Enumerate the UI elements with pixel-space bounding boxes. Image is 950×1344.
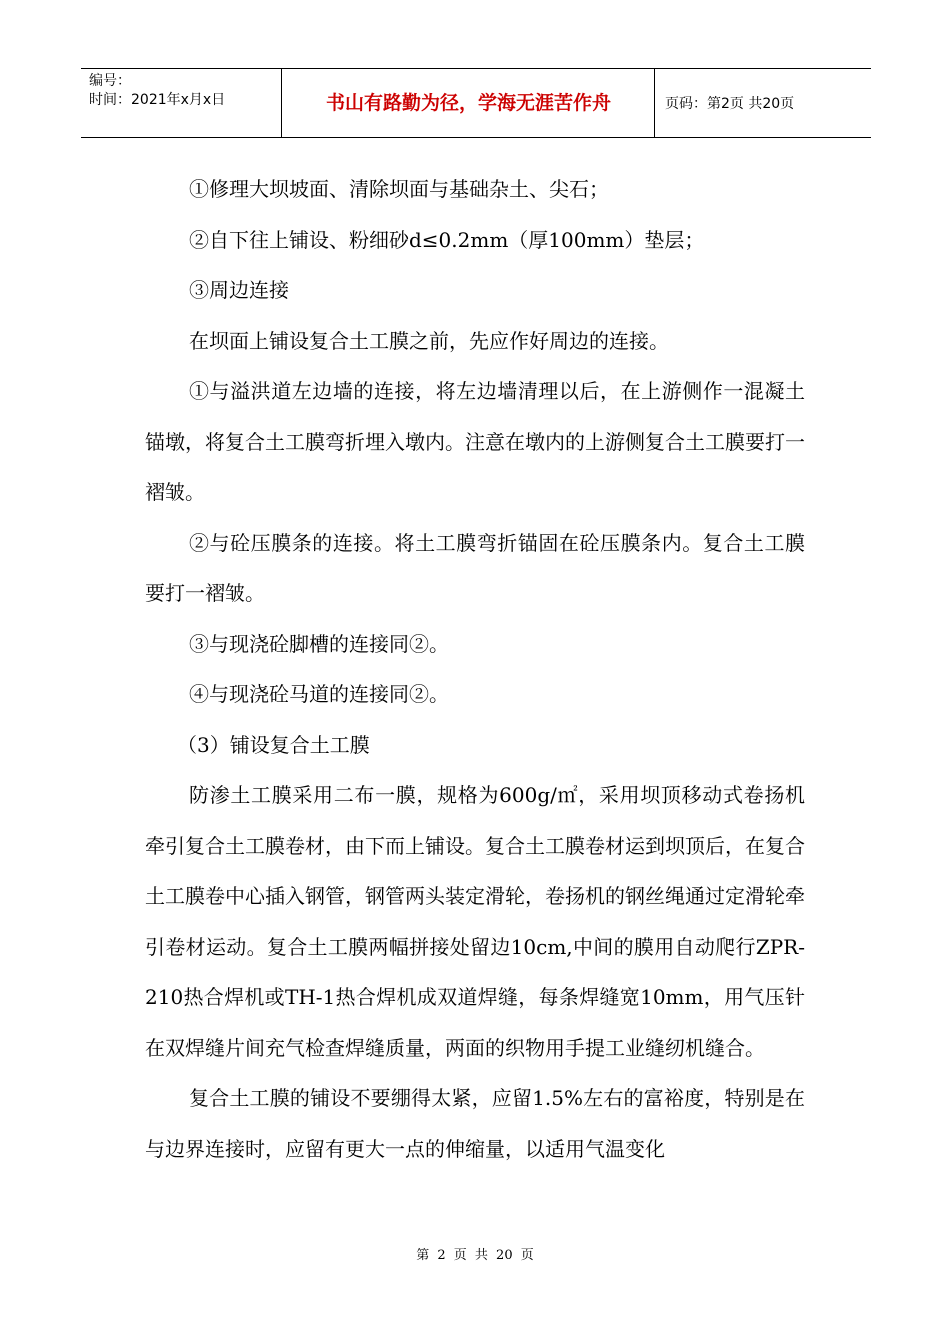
- paragraph-berm: ④与现浇砼马道的连接同②。: [189, 682, 449, 706]
- number-label: 编号：: [89, 73, 131, 89]
- document-body: [145, 164, 805, 1174]
- header-motto: 书山有路勤为径，学海无涯苦作舟: [325, 92, 611, 114]
- paragraph-step-2: ②自下往上铺设、粉细砂d≤0.2mm（厚100mm）垫层；: [189, 227, 705, 252]
- paragraph-perimeter-intro: 在坝面上铺设复合土工膜之前，先应作好周边的连接。: [189, 328, 669, 353]
- paragraph-foot-trench: ③与现浇砼脚槽的连接同②。: [189, 631, 449, 656]
- section-heading: （3）铺设复合土工膜: [177, 732, 370, 757]
- paragraph-step-3: ③周边连接: [189, 278, 289, 302]
- page-info: 页码：第2页 共20页: [665, 96, 795, 112]
- document-header: [81, 68, 871, 138]
- date-label: 时间：2021年x月x日: [89, 92, 226, 108]
- paragraph-spillway-connection: ①与溢洪道左边墙的连接，将左边墙清理以后，在上游侧作一混凝土锚墩，将复合土工膜弯折埋入墩内。注意在墩内的上游侧复合土工膜要打一褶皱。: [145, 379, 805, 504]
- paragraph-pressure-strip: ②与砼压膜条的连接。将土工膜弯折锚固在砼压膜条内。复合土工膜要打一褶皱。: [145, 530, 805, 605]
- paragraph-step-1: ①修理大坝坡面、清除坝面与基础杂土、尖石；: [189, 177, 609, 201]
- header-page-cell: [655, 69, 871, 137]
- header-motto-cell: [282, 69, 655, 137]
- paragraph-laying-method: 防渗土工膜采用二布一膜，规格为600g/㎡，采用坝顶移动式卷扬机牵引复合土工膜卷材，由下而上铺设。复合土工膜卷材运到坝顶后，在复合土工膜卷中心插入钢管，钢管两头装定滑轮，卷扬机的钢丝绳通过定滑轮牵引卷材运动。复合土工膜两幅拼接处留边10cm,中间的膜用自动爬行ZPR-210热合焊机或TH-1热合焊机成双道焊缝，每条焊缝宽10mm，用气压针在双焊缝片间充气检查焊缝质量，两面的织物用手提工业缝纫机缝合。: [145, 783, 805, 1060]
- paragraph-slack-allowance: 复合土工膜的铺设不要绷得太紧，应留1.5%左右的富裕度，特别是在与边界连接时，应留有更大一点的伸缩量，以适用气温变化: [145, 1086, 805, 1161]
- page-footer: 第 2 页 共 20 页: [416, 1248, 534, 1263]
- header-left-cell: [81, 69, 282, 137]
